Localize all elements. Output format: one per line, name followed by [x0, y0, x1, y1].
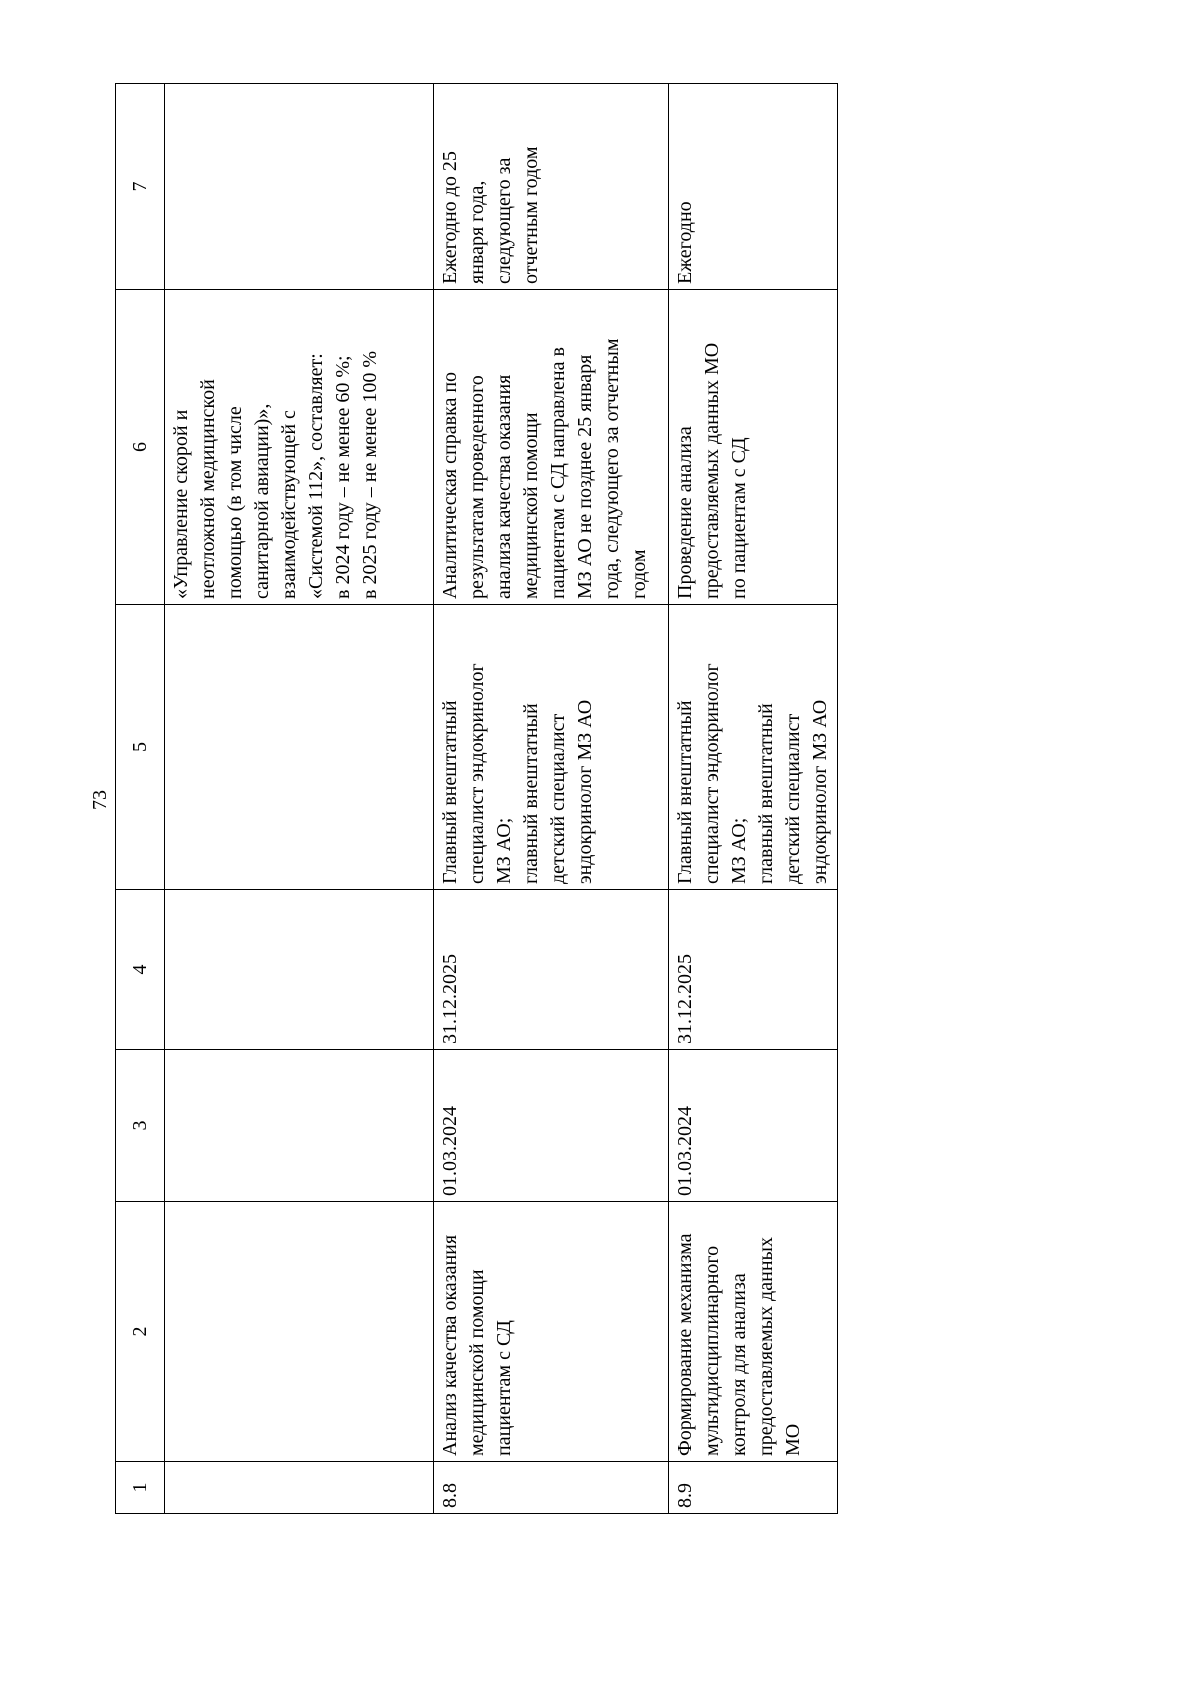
- column-number: 6: [116, 290, 165, 605]
- table-row-continuation: [165, 84, 434, 1514]
- cell-deadline: Ежегодно до 25 января года, следующего за отчетным годом: [434, 84, 669, 290]
- cell-responsible: Главный внештатный специалист эндокринолог МЗ АО; главный внештатный детский специалист эндокринолог МЗ АО: [434, 605, 669, 890]
- cell-start-date: 01.03.2024: [669, 1050, 838, 1202]
- cell-start-date: 01.03.2024: [434, 1050, 669, 1202]
- plan-table: [115, 83, 838, 1514]
- column-number: 5: [116, 605, 165, 890]
- column-number: 1: [116, 1462, 165, 1514]
- cell-number: [165, 1462, 434, 1514]
- table-row: [669, 84, 838, 1514]
- cell-responsible: [165, 605, 434, 890]
- column-number-row: [116, 84, 165, 1514]
- cell-task: Формирование механизма мультидисциплинарного контроля для анализа предоставляемых данных МО: [669, 1202, 838, 1462]
- cell-deadline: [165, 84, 434, 290]
- column-number: 2: [116, 1202, 165, 1462]
- cell-task: [165, 1202, 434, 1462]
- column-number: 7: [116, 84, 165, 290]
- cell-start-date: [165, 1050, 434, 1202]
- cell-end-date: 31.12.2025: [669, 890, 838, 1050]
- cell-result: Проведение анализа предоставляемых данных МО по пациентам с СД: [669, 290, 838, 605]
- cell-deadline: Ежегодно: [669, 84, 838, 290]
- cell-result: «Управление скорой и неотложной медицинской помощью (в том числе санитарной авиации)», взаимодействующей с «Системой 112», составляет: в 2024 году – не менее 60 %; в 2025 году – не менее 100 %: [165, 290, 434, 605]
- table-row: [434, 84, 669, 1514]
- page-number: 73: [89, 790, 111, 810]
- cell-number: 8.9: [669, 1462, 838, 1514]
- column-number: 3: [116, 1050, 165, 1202]
- cell-result: Аналитическая справка по результатам проведенного анализа качества оказания медицинской помощи пациентам с СД направлена в МЗ АО не позднее 25 января года, следующего за отчетным годом: [434, 290, 669, 605]
- cell-end-date: [165, 890, 434, 1050]
- cell-task: Анализ качества оказания медицинской помощи пациентам с СД: [434, 1202, 669, 1462]
- cell-number: 8.8: [434, 1462, 669, 1514]
- rotated-table-inner: [115, 84, 831, 1514]
- rotated-table-wrapper: [115, 84, 831, 1514]
- column-number: 4: [116, 890, 165, 1050]
- cell-responsible: Главный внештатный специалист эндокринолог МЗ АО; главный внештатный детский специалист эндокринолог МЗ АО: [669, 605, 838, 890]
- cell-end-date: 31.12.2025: [434, 890, 669, 1050]
